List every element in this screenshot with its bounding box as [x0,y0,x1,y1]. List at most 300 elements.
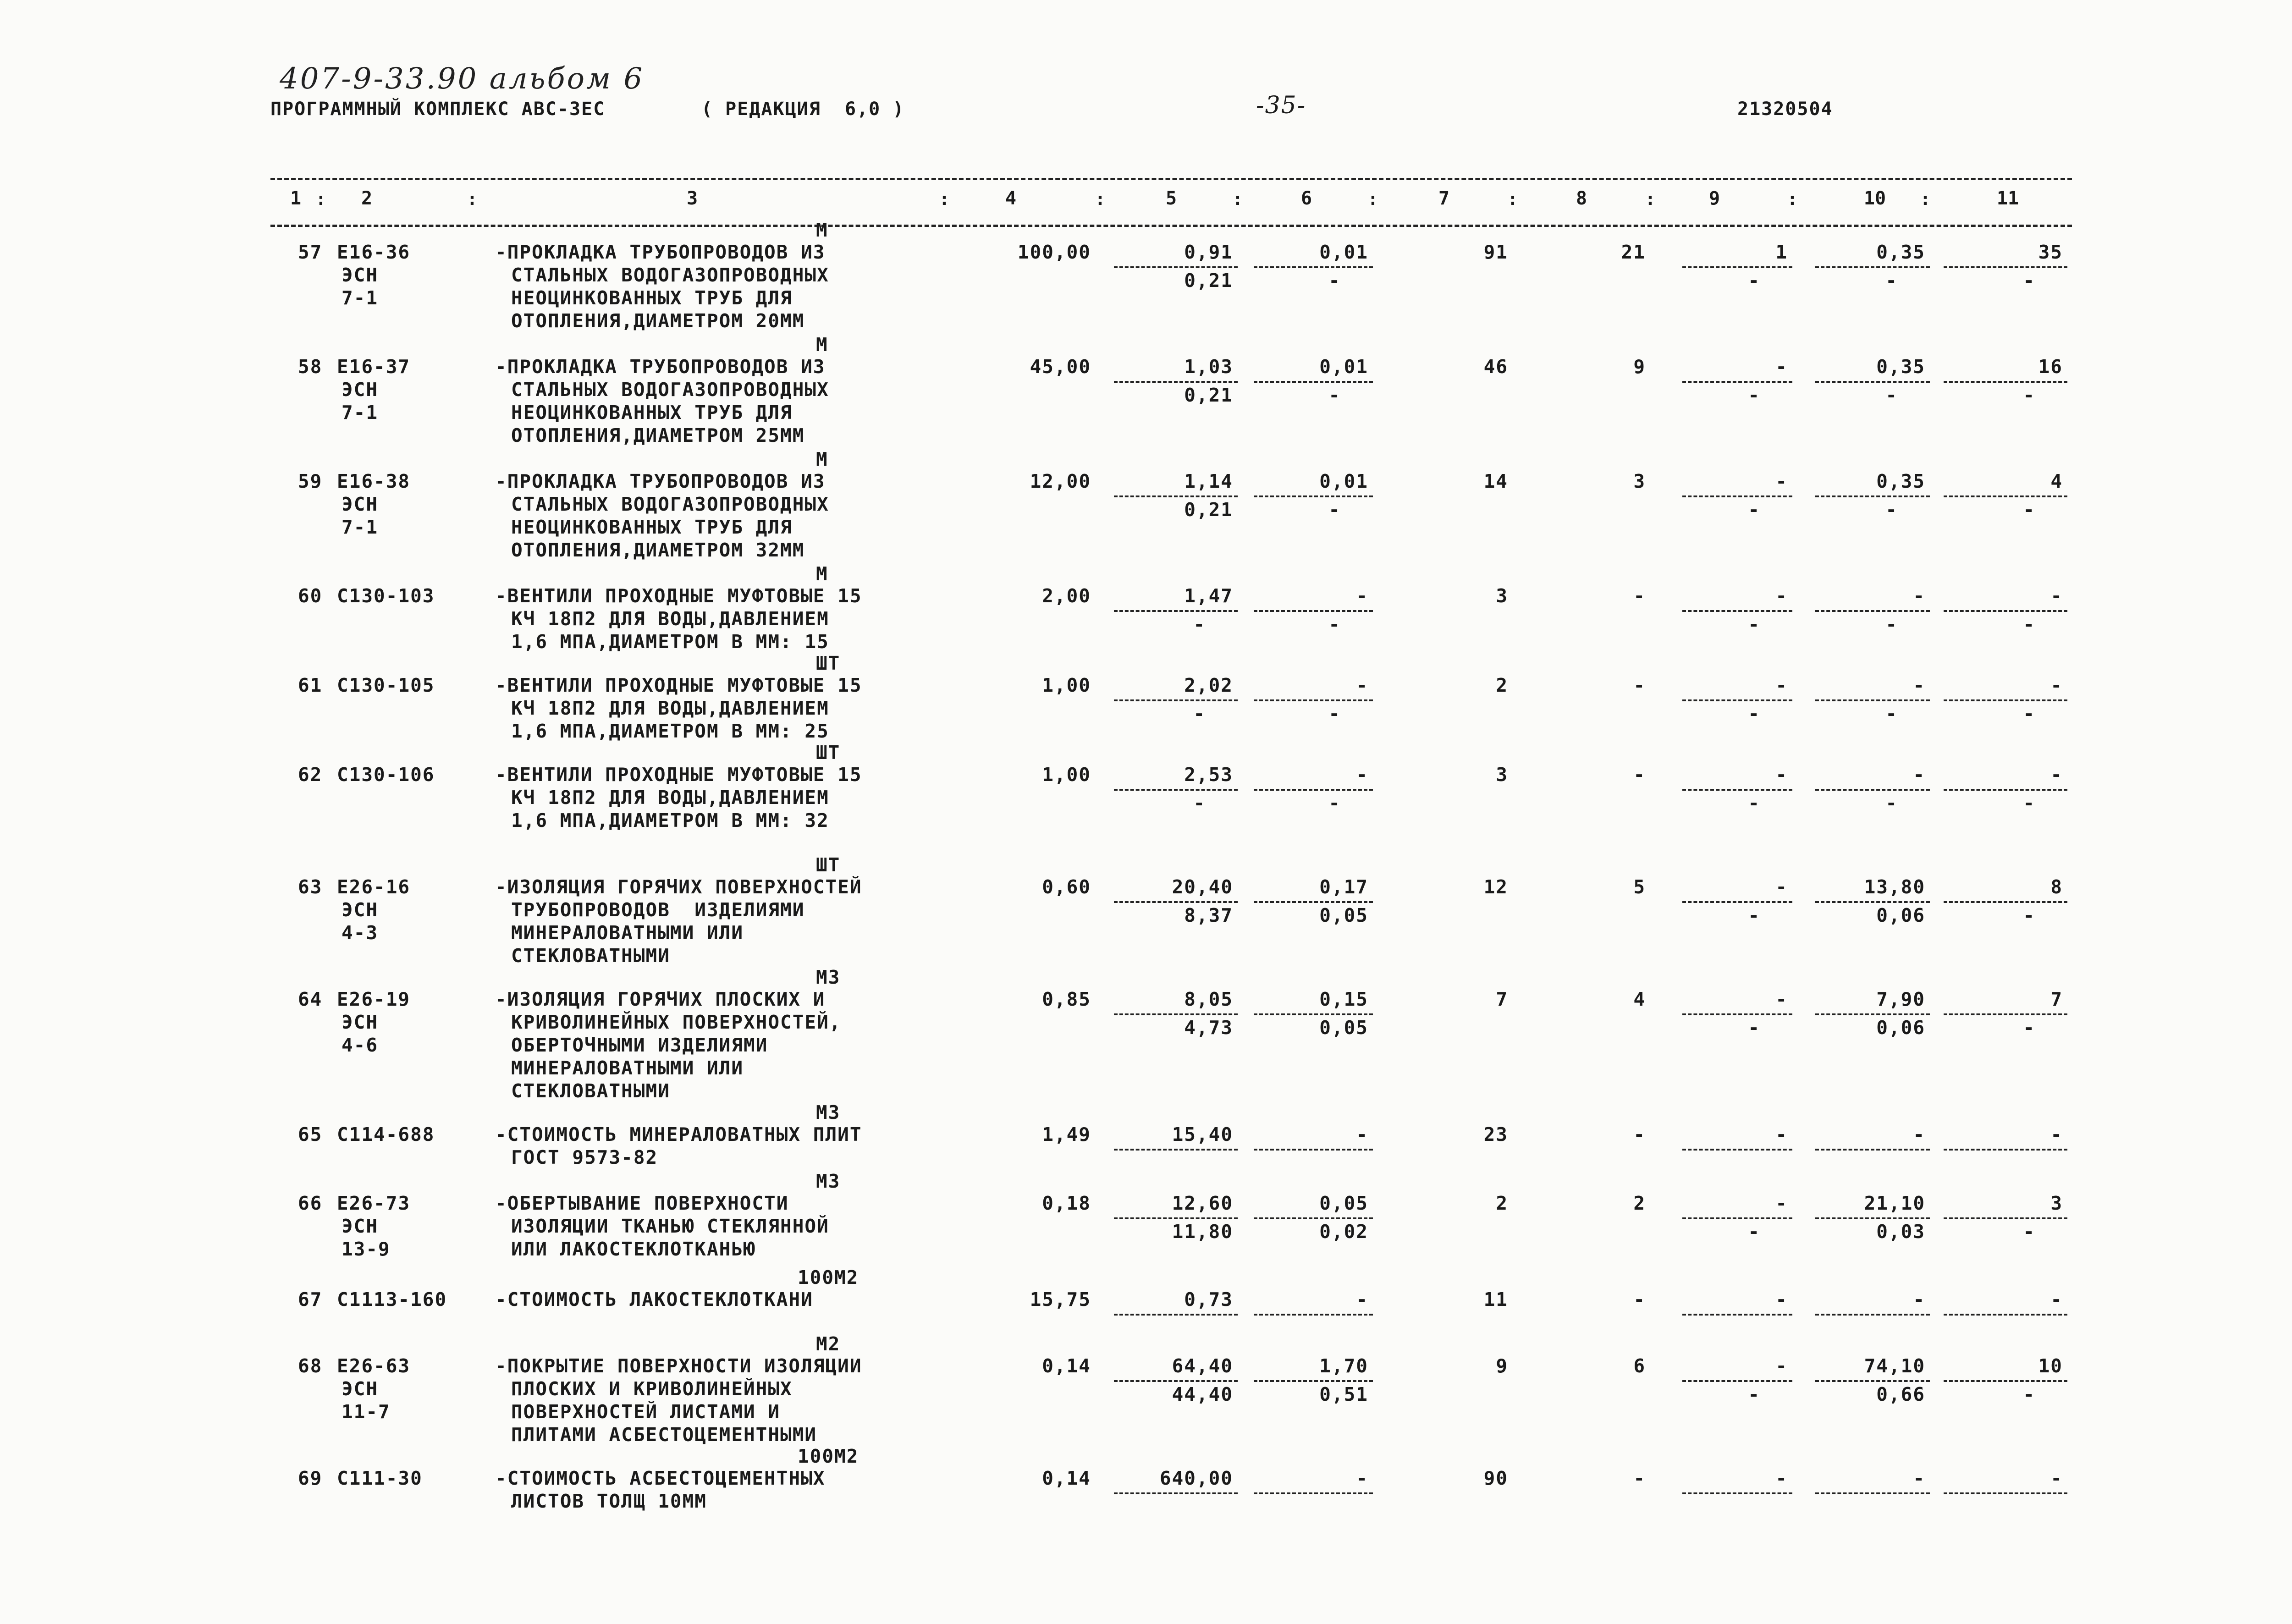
column-separator: : [1232,189,1243,209]
cell-c9: - [1775,1123,1788,1145]
cell-underline [1114,266,1238,268]
cell-c8: 2 [1633,1192,1646,1214]
rate-code: ЭСН [342,379,379,401]
description-line: КЧ 18П2 ДЛЯ ВОДЫ,ДАВЛЕНИЕМ [511,697,829,719]
cell-c5-secondary: 0,21 [1184,270,1233,292]
cell-underline [1815,789,1930,791]
cell-underline [1815,1217,1930,1219]
cell-underline [1944,1380,2067,1382]
row-number: 64 [298,988,323,1010]
cell-c11-secondary: - [2023,613,2035,635]
rate-code: ЭСН [342,493,379,515]
cell-c7: 9 [1496,1355,1508,1377]
cell-c6-secondary: - [1328,499,1341,521]
description-line: КЧ 18П2 ДЛЯ ВОДЫ,ДАВЛЕНИЕМ [511,787,829,809]
cell-c6: - [1356,1123,1368,1145]
rate-code: 4-3 [342,922,379,944]
cell-underline [1682,1314,1792,1316]
description-line: 1,6 МПА,ДИАМЕТРОМ В ММ: 15 [511,631,829,653]
description-line: -СТОИМОСТЬ МИНЕРАЛОВАТНЫХ ПЛИТ [495,1123,862,1145]
cell-underline [1944,789,2067,791]
description-line: НЕОЦИНКОВАННЫХ ТРУБ ДЛЯ [511,402,793,424]
rate-code: ЭСН [342,899,379,921]
unit-label: М [816,219,828,241]
cell-c11: - [2050,764,2063,786]
cell-underline [1944,1149,2067,1151]
cell-c9: - [1775,585,1788,607]
column-header-1: 1 [290,188,302,209]
cell-c7: 91 [1483,241,1508,263]
unit-label: М [816,334,828,356]
description-line: -ПРОКЛАДКА ТРУБОПРОВОДОВ ИЗ [495,356,826,378]
cell-c10-secondary: - [1885,384,1898,406]
cell-underline [1114,1492,1238,1494]
cell-c8: - [1633,585,1646,607]
rate-code: ЭСН [342,1378,379,1400]
cell-c5-secondary: - [1193,613,1206,635]
column-header-10: 10 [1863,188,1886,209]
description-line: СТЕКЛОВАТНЫМИ [511,1080,670,1102]
cell-c5: 2,53 [1184,764,1233,786]
column-header-8: 8 [1576,188,1587,209]
cell-c9: 1 [1775,241,1788,263]
cell-underline [1254,1314,1373,1316]
description-line: ТРУБОПРОВОДОВ ИЗДЕЛИЯМИ [511,899,805,921]
rate-code: ЭСН [342,264,379,286]
cell-c10: - [1913,1123,1925,1145]
cell-underline [1815,610,1930,612]
cell-c8: 5 [1633,876,1646,898]
cell-underline [1114,381,1238,383]
rate-code: С130-106 [337,764,435,786]
column-header-4: 4 [1005,188,1017,209]
rate-code: С130-105 [337,674,435,696]
description-line: СТЕКЛОВАТНЫМИ [511,945,670,967]
cell-c9-secondary: - [1748,384,1760,406]
cell-c9-secondary: - [1748,613,1760,635]
cell-underline [1254,495,1373,497]
cell-c11: 7 [2050,988,2063,1010]
cell-c7: 3 [1496,764,1508,786]
cell-c10-secondary: - [1885,792,1898,814]
cell-c10: 13,80 [1864,876,1925,898]
rate-code: Е26-73 [337,1192,411,1214]
description-line: -ПРОКЛАДКА ТРУБОПРОВОДОВ ИЗ [495,470,826,492]
cell-underline [1944,1492,2067,1494]
top-rule [270,178,2072,180]
cell-c11-secondary: - [2023,1383,2035,1405]
cell-underline [1114,610,1238,612]
rate-code: 4-6 [342,1034,379,1056]
cell-underline [1682,1217,1792,1219]
cell-underline [1815,1380,1930,1382]
cell-c9: - [1775,1355,1788,1377]
column-header-2: 2 [361,188,373,209]
description-line: -ВЕНТИЛИ ПРОХОДНЫЕ МУФТОВЫЕ 15 [495,585,862,607]
cell-underline [1114,1013,1238,1015]
cell-underline [1114,699,1238,701]
cell-underline [1944,495,2067,497]
cell-c5: 0,91 [1184,241,1233,263]
cell-underline [1254,266,1373,268]
cell-c8: - [1633,674,1646,696]
cell-c5: 20,40 [1172,876,1233,898]
cell-underline [1254,381,1373,383]
cell-c9-secondary: - [1748,1221,1760,1243]
cell-c9-secondary: - [1748,499,1760,521]
cell-c9: - [1775,470,1788,492]
cell-underline [1114,495,1238,497]
cell-underline [1682,1149,1792,1151]
unit-label: 100М2 [798,1445,859,1467]
unit-label: ШТ [816,854,841,876]
rate-code: 7-1 [342,516,379,538]
description-line: КЧ 18П2 ДЛЯ ВОДЫ,ДАВЛЕНИЕМ [511,608,829,630]
cell-underline [1254,1013,1373,1015]
cell-c11: - [2050,1123,2063,1145]
cell-c9: - [1775,988,1788,1010]
cell-c10: - [1913,1467,1925,1489]
unit-label: М3 [816,1101,841,1123]
cell-c10-secondary: - [1885,703,1898,725]
description-line: -ПОКРЫТИЕ ПОВЕРХНОСТИ ИЗОЛЯЦИИ [495,1355,862,1377]
column-separator: : [1920,189,1931,209]
cell-c11-secondary: - [2023,904,2035,926]
cell-c4: 0,18 [1042,1192,1091,1214]
cell-underline [1815,699,1930,701]
row-number: 61 [298,674,323,696]
column-header-9: 9 [1708,188,1720,209]
cell-underline [1815,1013,1930,1015]
cell-underline [1815,381,1930,383]
description-line: -ВЕНТИЛИ ПРОХОДНЫЕ МУФТОВЫЕ 15 [495,764,862,786]
cell-c6: 0,01 [1319,470,1368,492]
column-separator: : [1367,189,1378,209]
cell-c5: 15,40 [1172,1123,1233,1145]
cell-c9-secondary: - [1748,1383,1760,1405]
rate-code: Е16-37 [337,356,411,378]
cell-c9: - [1775,1288,1788,1310]
cell-c5-secondary: - [1193,792,1206,814]
column-header-5: 5 [1165,188,1177,209]
rate-code: С1113-160 [337,1288,447,1310]
cell-c6: 0,15 [1319,988,1368,1010]
unit-label: ШТ [816,652,841,674]
description-line: СТАЛЬНЫХ ВОДОГАЗОПРОВОДНЫХ [511,264,829,286]
unit-label: 100М2 [798,1266,859,1288]
cell-c6-secondary: - [1328,384,1341,406]
cell-c5-secondary: - [1193,703,1206,725]
cell-c9-secondary: - [1748,270,1760,292]
cell-c9-secondary: - [1748,1017,1760,1039]
cell-c6-secondary: 0,51 [1319,1383,1368,1405]
rate-code: ЭСН [342,1011,379,1033]
cell-c11: - [2050,585,2063,607]
column-separator: : [1645,189,1656,209]
cell-c5: 8,05 [1184,988,1233,1010]
cell-c6-secondary: 0,05 [1319,904,1368,926]
cell-c8: 6 [1633,1355,1646,1377]
rate-code: ЭСН [342,1215,379,1237]
cell-underline [1254,1492,1373,1494]
cell-underline [1682,699,1792,701]
description-line: ИЛИ ЛАКОСТЕКЛОТКАНЬЮ [511,1238,756,1260]
cell-c11: - [2050,1467,2063,1489]
rate-code: Е16-38 [337,470,411,492]
cell-c11-secondary: - [2023,270,2035,292]
cell-c4: 0,14 [1042,1467,1091,1489]
cell-c11: 3 [2050,1192,2063,1214]
cell-underline [1815,495,1930,497]
rate-code: С130-103 [337,585,435,607]
cell-c4: 1,00 [1042,764,1091,786]
cell-underline [1254,1217,1373,1219]
description-line: 1,6 МПА,ДИАМЕТРОМ В ММ: 25 [511,720,829,742]
cell-c5: 1,47 [1184,585,1233,607]
cell-c9-secondary: - [1748,904,1760,926]
cell-c6: - [1356,585,1368,607]
description-line: -СТОИМОСТЬ ЛАКОСТЕКЛОТКАНИ [495,1288,813,1310]
cell-c10: 0,35 [1876,470,1925,492]
cell-underline [1944,1314,2067,1316]
cell-c11: 16 [2038,356,2063,378]
cell-c11-secondary: - [2023,1017,2035,1039]
rate-code: 7-1 [342,402,379,424]
description-line: СТАЛЬНЫХ ВОДОГАЗОПРОВОДНЫХ [511,379,829,401]
column-header-7: 7 [1438,188,1450,209]
cell-c5: 0,73 [1184,1288,1233,1310]
cell-underline [1682,266,1792,268]
header-rule [270,225,2072,227]
cell-c11: 35 [2038,241,2063,263]
cell-c6: - [1356,764,1368,786]
cell-underline [1682,1013,1792,1015]
cell-c7: 90 [1483,1467,1508,1489]
cell-underline [1682,495,1792,497]
cell-underline [1944,1013,2067,1015]
description-line: ЛИСТОВ ТОЛЩ 10ММ [511,1490,707,1512]
cell-c10: - [1913,585,1925,607]
cell-c10: - [1913,674,1925,696]
cell-c10: 7,90 [1876,988,1925,1010]
cell-c10: 21,10 [1864,1192,1925,1214]
cell-c7: 2 [1496,1192,1508,1214]
cell-underline [1682,789,1792,791]
rate-code: 7-1 [342,287,379,309]
cell-underline [1815,1149,1930,1151]
rate-code: 13-9 [342,1238,391,1260]
cell-underline [1682,610,1792,612]
cell-c9: - [1775,356,1788,378]
cell-c7: 12 [1483,876,1508,898]
cell-c11: - [2050,1288,2063,1310]
cell-c11-secondary: - [2023,499,2035,521]
description-line: -ИЗОЛЯЦИЯ ГОРЯЧИХ ПОВЕРХНОСТЕЙ [495,876,862,898]
cell-c7: 14 [1483,470,1508,492]
cell-c5-secondary: 11,80 [1172,1221,1233,1243]
unit-label: М2 [816,1333,841,1355]
cell-c6-secondary: 0,02 [1319,1221,1368,1243]
cell-underline [1944,266,2067,268]
row-number: 65 [298,1123,323,1145]
description-line: -ВЕНТИЛИ ПРОХОДНЫЕ МУФТОВЫЕ 15 [495,674,862,696]
cell-c6: 0,05 [1319,1192,1368,1214]
cell-c11: - [2050,674,2063,696]
cell-underline [1815,266,1930,268]
unit-label: М [816,448,828,470]
unit-label: М3 [816,966,841,988]
cell-c5-secondary: 0,21 [1184,499,1233,521]
row-number: 58 [298,356,323,378]
cell-underline [1944,381,2067,383]
row-number: 67 [298,1288,323,1310]
column-separator: : [1787,189,1798,209]
cell-c8: - [1633,1288,1646,1310]
column-separator: : [1507,189,1518,209]
description-line: ОБЕРТОЧНЫМИ ИЗДЕЛИЯМИ [511,1034,768,1056]
cell-underline [1944,901,2067,903]
cell-c9-secondary: - [1748,703,1760,725]
cell-c11: 4 [2050,470,2063,492]
cell-c5: 1,03 [1184,356,1233,378]
rate-code: Е26-19 [337,988,411,1010]
cell-c9: - [1775,1192,1788,1214]
cell-c8: 21 [1621,241,1646,263]
cell-c5: 640,00 [1159,1467,1233,1489]
row-number: 59 [298,470,323,492]
cell-c10: 0,35 [1876,241,1925,263]
row-number: 62 [298,764,323,786]
cell-c5: 2,02 [1184,674,1233,696]
cell-c11-secondary: - [2023,384,2035,406]
cell-c6: 1,70 [1319,1355,1368,1377]
cell-c9: - [1775,764,1788,786]
cell-c8: 9 [1633,356,1646,378]
cell-underline [1114,1149,1238,1151]
cell-underline [1682,901,1792,903]
cell-underline [1944,699,2067,701]
cell-underline [1682,1492,1792,1494]
rate-code: Е26-16 [337,876,411,898]
description-line: -ОБЕРТЫВАНИЕ ПОВЕРХНОСТИ [495,1192,789,1214]
description-line: ПОВЕРХНОСТЕЙ ЛИСТАМИ И [511,1401,781,1423]
cell-c9: - [1775,674,1788,696]
cell-c6: 0,01 [1319,356,1368,378]
cell-c10-secondary: - [1885,270,1898,292]
column-separator: : [939,189,950,209]
row-number: 68 [298,1355,323,1377]
cell-c9-secondary: - [1748,792,1760,814]
column-header-3: 3 [686,188,698,209]
cell-underline [1114,1217,1238,1219]
cell-c6: - [1356,1467,1368,1489]
cell-c6-secondary: - [1328,613,1341,635]
cell-c4: 0,14 [1042,1355,1091,1377]
cell-c11: 8 [2050,876,2063,898]
cell-c6: 0,01 [1319,241,1368,263]
cell-c8: 3 [1633,470,1646,492]
rate-code: Е16-36 [337,241,411,263]
row-number: 60 [298,585,323,607]
cell-c5: 12,60 [1172,1192,1233,1214]
cell-underline [1944,1217,2067,1219]
row-number: 57 [298,241,323,263]
cell-underline [1254,699,1373,701]
description-line: -СТОИМОСТЬ АСБЕСТОЦЕМЕНТНЫХ [495,1467,826,1489]
column-separator: : [315,189,326,209]
cell-c5: 1,14 [1184,470,1233,492]
description-line: НЕОЦИНКОВАННЫХ ТРУБ ДЛЯ [511,287,793,309]
description-line: СТАЛЬНЫХ ВОДОГАЗОПРОВОДНЫХ [511,493,829,515]
cell-c4: 1,00 [1042,674,1091,696]
cell-c11-secondary: - [2023,1221,2035,1243]
cell-c6-secondary: - [1328,792,1341,814]
cell-underline [1682,1380,1792,1382]
cell-c6: - [1356,1288,1368,1310]
cell-c5-secondary: 4,73 [1184,1017,1233,1039]
cell-c8: 4 [1633,988,1646,1010]
cell-c8: - [1633,764,1646,786]
column-separator: : [1095,189,1106,209]
cell-c10: 0,35 [1876,356,1925,378]
cell-c4: 1,49 [1042,1123,1091,1145]
document-code: 21320504 [1737,99,1833,120]
cell-c4: 100,00 [1017,241,1091,263]
cell-underline [1815,1314,1930,1316]
cell-underline [1114,1314,1238,1316]
cell-c8: - [1633,1467,1646,1489]
cell-underline [1254,610,1373,612]
cell-underline [1944,610,2067,612]
cell-c10: 74,10 [1864,1355,1925,1377]
cell-c6: 0,17 [1319,876,1368,898]
unit-label: М3 [816,1170,841,1192]
cell-c10-secondary: 0,06 [1876,1017,1925,1039]
cell-c11: 10 [2038,1355,2063,1377]
description-line: 1,6 МПА,ДИАМЕТРОМ В ММ: 32 [511,809,829,831]
description-line: ПЛИТАМИ АСБЕСТОЦЕМЕНТНЫМИ [511,1424,817,1446]
cell-c10-secondary: - [1885,613,1898,635]
cell-underline [1815,901,1930,903]
cell-c5-secondary: 44,40 [1172,1383,1233,1405]
cell-c7: 11 [1483,1288,1508,1310]
description-line: -ИЗОЛЯЦИЯ ГОРЯЧИХ ПЛОСКИХ И [495,988,826,1010]
description-line: ОТОПЛЕНИЯ,ДИАМЕТРОМ 32ММ [511,539,805,561]
cell-c6-secondary: - [1328,270,1341,292]
unit-label: М [816,563,828,585]
column-header-11: 11 [1996,188,2019,209]
cell-c7: 7 [1496,988,1508,1010]
cell-c10-secondary: - [1885,499,1898,521]
cell-c4: 45,00 [1030,356,1091,378]
cell-underline [1682,381,1792,383]
cell-c5-secondary: 8,37 [1184,904,1233,926]
cell-c6-secondary: 0,05 [1319,1017,1368,1039]
description-line: ОТОПЛЕНИЯ,ДИАМЕТРОМ 25ММ [511,424,805,446]
description-line: МИНЕРАЛОВАТНЫМИ ИЛИ [511,922,744,944]
cell-c5: 64,40 [1172,1355,1233,1377]
cell-underline [1254,1149,1373,1151]
edition-label: ( РЕДАКЦИЯ 6,0 ) [701,99,905,120]
rate-code: С111-30 [337,1467,423,1489]
cell-underline [1254,789,1373,791]
program-name: ПРОГРАММНЫЙ КОМПЛЕКС АВС-3ЕС [270,99,606,120]
cell-c11-secondary: - [2023,703,2035,725]
unit-label: ШТ [816,742,841,764]
description-line: НЕОЦИНКОВАННЫХ ТРУБ ДЛЯ [511,516,793,538]
cell-c6: - [1356,674,1368,696]
cell-c7: 3 [1496,585,1508,607]
